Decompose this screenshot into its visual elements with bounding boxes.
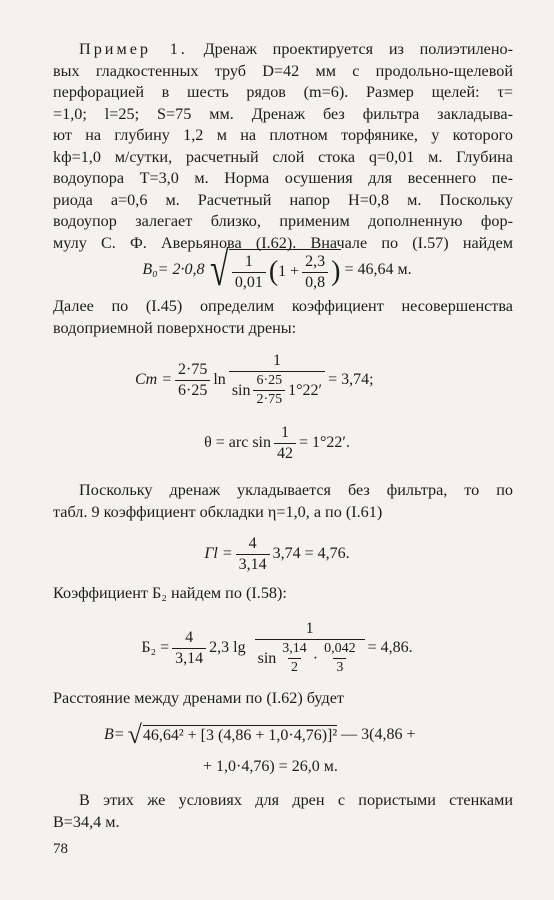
formula-b2: Б₂ = $\frac{4}{3,14}$ 2,3 lg 1 sin $\frac{3,14}{2}$ · $\frac{0,042}{3}$ = 4,86. (141, 620, 413, 675)
paragraph-distance (53, 688, 513, 710)
paragraph-filter (53, 480, 513, 523)
formula-theta: θ = arc sin $\frac{1}{42}$ = 1°22′. (204, 423, 350, 462)
sqrt-sign: √ (127, 720, 142, 749)
sqrt-sign: √ (210, 243, 229, 296)
text-line: =1,0; l=25; S=75 мм. Дренаж без фильтра закладыва- (53, 104, 513, 123)
paragraph-conclusion (53, 790, 513, 833)
text-line: kф=1,0 м/сутки, расчетный слой стока q=0,01 м. Глубина (53, 147, 513, 166)
formula-gamma: Γl = $\frac{4}{3,14}$ 3,74 = 4,76. (204, 534, 350, 573)
text-line: водоупора T=3,0 м. Норма осушения для весеннего пе- (53, 169, 513, 187)
text-line: вых гладкостенных труб D=42 мм с продольно-щелевой (53, 61, 513, 80)
paragraph-coefficient (53, 583, 513, 605)
text-line: перфорацией в шесть рядов (m=6). Размер щелей: τ= (53, 83, 513, 101)
paragraph-further (53, 296, 513, 339)
text-line: Далее по (I.45) определим коэффициент несовершенства (53, 297, 513, 315)
text-line: риода a=0,6 м. Расчетный напор H=0,8 м. Поскольку (53, 190, 513, 209)
text-line: Коэффициент Б₂ найдем по (I.58): (53, 584, 287, 602)
text-line: водоупор залегает близко, применим дополненную фор- (53, 212, 513, 230)
formula-b-line1: B= √ 46,64² + [3 (4,86 + 1,0·4,76)]² — 3(4,86 + (104, 720, 416, 749)
text-line: табл. 9 коэффициент обкладки η=1,0, а по (I.61) (53, 502, 383, 521)
text-line: B=34,4 м. (53, 812, 120, 831)
text-line: мулу С. Ф. Аверьянова (I.62). Вначале по (I.57) найдем (53, 233, 513, 252)
text-line: ют на глубину 1,2 м на плотном торфянике, у которого (53, 126, 513, 144)
example-label: Пример 1. (79, 40, 188, 58)
page-number: 78 (53, 841, 68, 857)
formula-b-line2: + 1,0·4,76) = 26,0 м. (203, 758, 338, 775)
text-line: Пример 1. Дренаж проектируется из полиэтилено- (79, 40, 513, 58)
formula-b0: B₀= 2·0,8 √ $\frac{1}{0,01}$ ( 1 + $\frac{2,3}{0,8}$ ) = 46,64 м. (142, 243, 412, 296)
text-line: Поскольку дренаж укладывается без фильтра, то по (79, 481, 513, 499)
text-line: водоприемной поверхности дрены: (53, 318, 297, 337)
radicand: $\frac{1}{0,01}$ ( 1 + $\frac{2,3}{0,8}$ ) (229, 249, 341, 292)
text-line: Расстояние между дренами по (I.62) будет (53, 689, 344, 707)
paragraph-example (53, 39, 513, 254)
text-line: В этих же условиях для дрен с пористыми стенками (79, 791, 513, 809)
formula-cm: Cm = $\frac{2\cdot 75}{6\cdot 25}$ ln 1 sin $\frac{6\cdot 25}{2\cdot 75}$ 1°22′ = 3,74; (135, 352, 374, 407)
